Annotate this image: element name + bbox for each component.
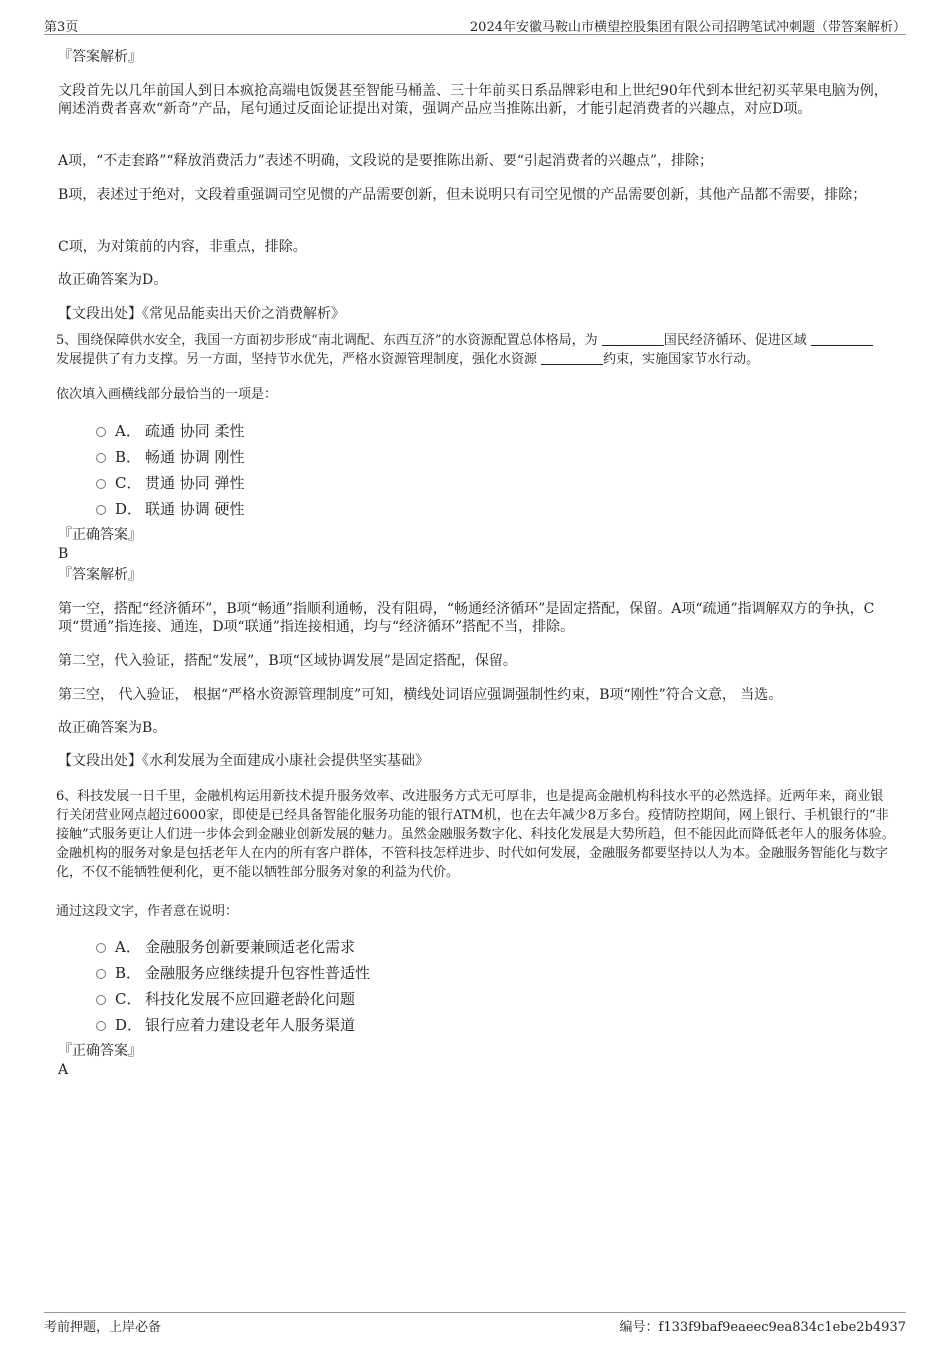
q5-stem-part-b: 国民经济循环、促进区域 [663,333,807,348]
q5-option-c[interactable]: C． 贯通 协同 弹性 [96,472,245,492]
q6-option-b[interactable]: B． 金融服务应继续提升包容性普适性 [96,962,370,982]
q6-answer: A [58,1062,69,1078]
q5-option-b[interactable]: B． 畅通 协调 刚性 [96,446,245,466]
q5-analysis-p4: 故正确答案为B。 [58,720,167,736]
q6-option-a[interactable]: A． 金融服务创新要兼顾适老化需求 [96,936,355,956]
q5-stem-part-c: 发展提供了有力支撑。另一方面，坚持节水优先，严格水资源管理制度，强化水资源 [56,352,538,367]
document-title: 2024年安徽马鞍山市横望控股集团有限公司招聘笔试冲刺题（带答案解析） [469,20,906,35]
q5-prompt: 依次填入画横线部分最恰当的一项是： [56,387,278,402]
q4-analysis-p2: A项，“不走套路”“释放消费活力”表述不明确，文段说的是要推陈出新、要“引起消费者的兴趣点”，排除； [58,153,714,169]
radio-icon[interactable] [96,943,106,953]
q5-blank-3 [541,352,603,365]
radio-icon[interactable] [96,427,106,437]
q5-stem-part-a: 5、围绕保障供水安全，我国一方面初步形成“南北调配、东西互济”的水资源配置总体格局，为 [56,333,598,348]
q4-analysis-p4: C项，为对策前的内容，非重点，排除。 [58,239,307,255]
radio-icon[interactable] [96,505,106,515]
q5-answer: B [58,546,69,562]
q5-blank-2 [811,333,873,346]
radio-icon[interactable] [96,969,106,979]
q5-answer-label: 『正确答案』 [58,527,142,543]
footer-slogan: 考前押题，上岸必备 [44,1320,162,1335]
q4-analysis-p3: B项，表述过于绝对，文段着重强调司空见惯的产品需要创新，但未说明只有司空见惯的产品需要创新，其他产品都不需要，排除； [58,187,867,203]
q4-analysis-p5: 故正确答案为D。 [58,272,168,288]
q5-stem [56,331,896,369]
radio-icon[interactable] [96,995,106,1005]
radio-icon[interactable] [96,1021,106,1031]
q4-source: 【文段出处】《常见品能卖出天价之消费解析》 [58,306,345,322]
q6-prompt: 通过这段文字，作者意在说明： [56,904,239,919]
q6-option-d[interactable]: D． 银行应着力建设老年人服务渠道 [96,1014,355,1034]
q4-analysis-p1: 文段首先以几年前国人到日本疯抢高端电饭煲甚至智能马桶盖、三十年前买日系品牌彩电和上世纪90年代到本世纪初买苹果电脑为例，阐述消费者喜欢“新奇”产品，尾句通过反面论证提出对策，强调产品应当推陈出新，才能引起消费者的兴趣点，对应D项。 [58,83,888,117]
q5-source: 【文段出处】《水利发展为全面建成小康社会提供坚实基础》 [58,753,429,769]
q5-blank-1 [602,333,664,346]
page-footer [44,1312,906,1339]
q5-option-d[interactable]: D． 联通 协调 硬性 [96,498,245,518]
q6-stem: 6、科技发展一日千里，金融机构运用新技术提升服务效率、改进服务方式无可厚非，也是提高金融机构科技水平的必然选择。近两年来，商业银行关闭营业网点超过6000家，即使是已经具备智能化服务功能的银行ATM机，也在去年减少8万多台。疫情防控期间，网上银行、手机银行的“非接触”式服务更让人们进一步体会到金融业创新发展的魅力。虽然金融服务数字化、科技化发展是大势所趋，但不能因此而降低老年人的服务体验。金融机构的服务对象是包括老年人在内的所有客户群体，不管科技怎样进步、时代如何发展，金融服务都要坚持以人为本。金融服务智能化与数字化，不仅不能牺牲便利化，更不能以牺牲部分服务对象的利益为代价。 [56,789,895,880]
q5-analysis-label: 『答案解析』 [58,567,142,583]
q5-option-a[interactable]: A． 疏通 协同 柔性 [96,420,245,440]
radio-icon[interactable] [96,453,106,463]
page-number: 第3页 [44,20,79,35]
q5-analysis-p2: 第二空，代入验证，搭配“发展”，B项“区域协调发展”是固定搭配，保留。 [58,653,517,669]
q5-stem-part-d: 约束，实施国家节水行动。 [603,352,760,367]
q6-option-c[interactable]: C． 科技化发展不应回避老龄化问题 [96,988,355,1008]
q4-analysis-label: 『答案解析』 [58,49,142,65]
q6-answer-label: 『正确答案』 [58,1043,142,1059]
q5-analysis-p3: 第三空， 代入验证， 根据“严格水资源管理制度”可知，横线处词语应强调强制性约束，B项“刚性”符合文意， 当选。 [58,687,783,703]
q5-analysis-p1: 第一空，搭配“经济循环”，B项“畅通”指顺利通畅，没有阻碍，“畅通经济循环”是固定搭配，保留。A项“疏通”指调解双方的争执，C项“贯通”指连接、通连，D项“联通”指连接相通，均与“经济循环”搭配不当，排除。 [58,601,875,635]
radio-icon[interactable] [96,479,106,489]
footer-serial: 编号：f133f9baf9eaeec9ea834c1ebe2b4937 [619,1320,906,1335]
page-header [44,14,906,35]
